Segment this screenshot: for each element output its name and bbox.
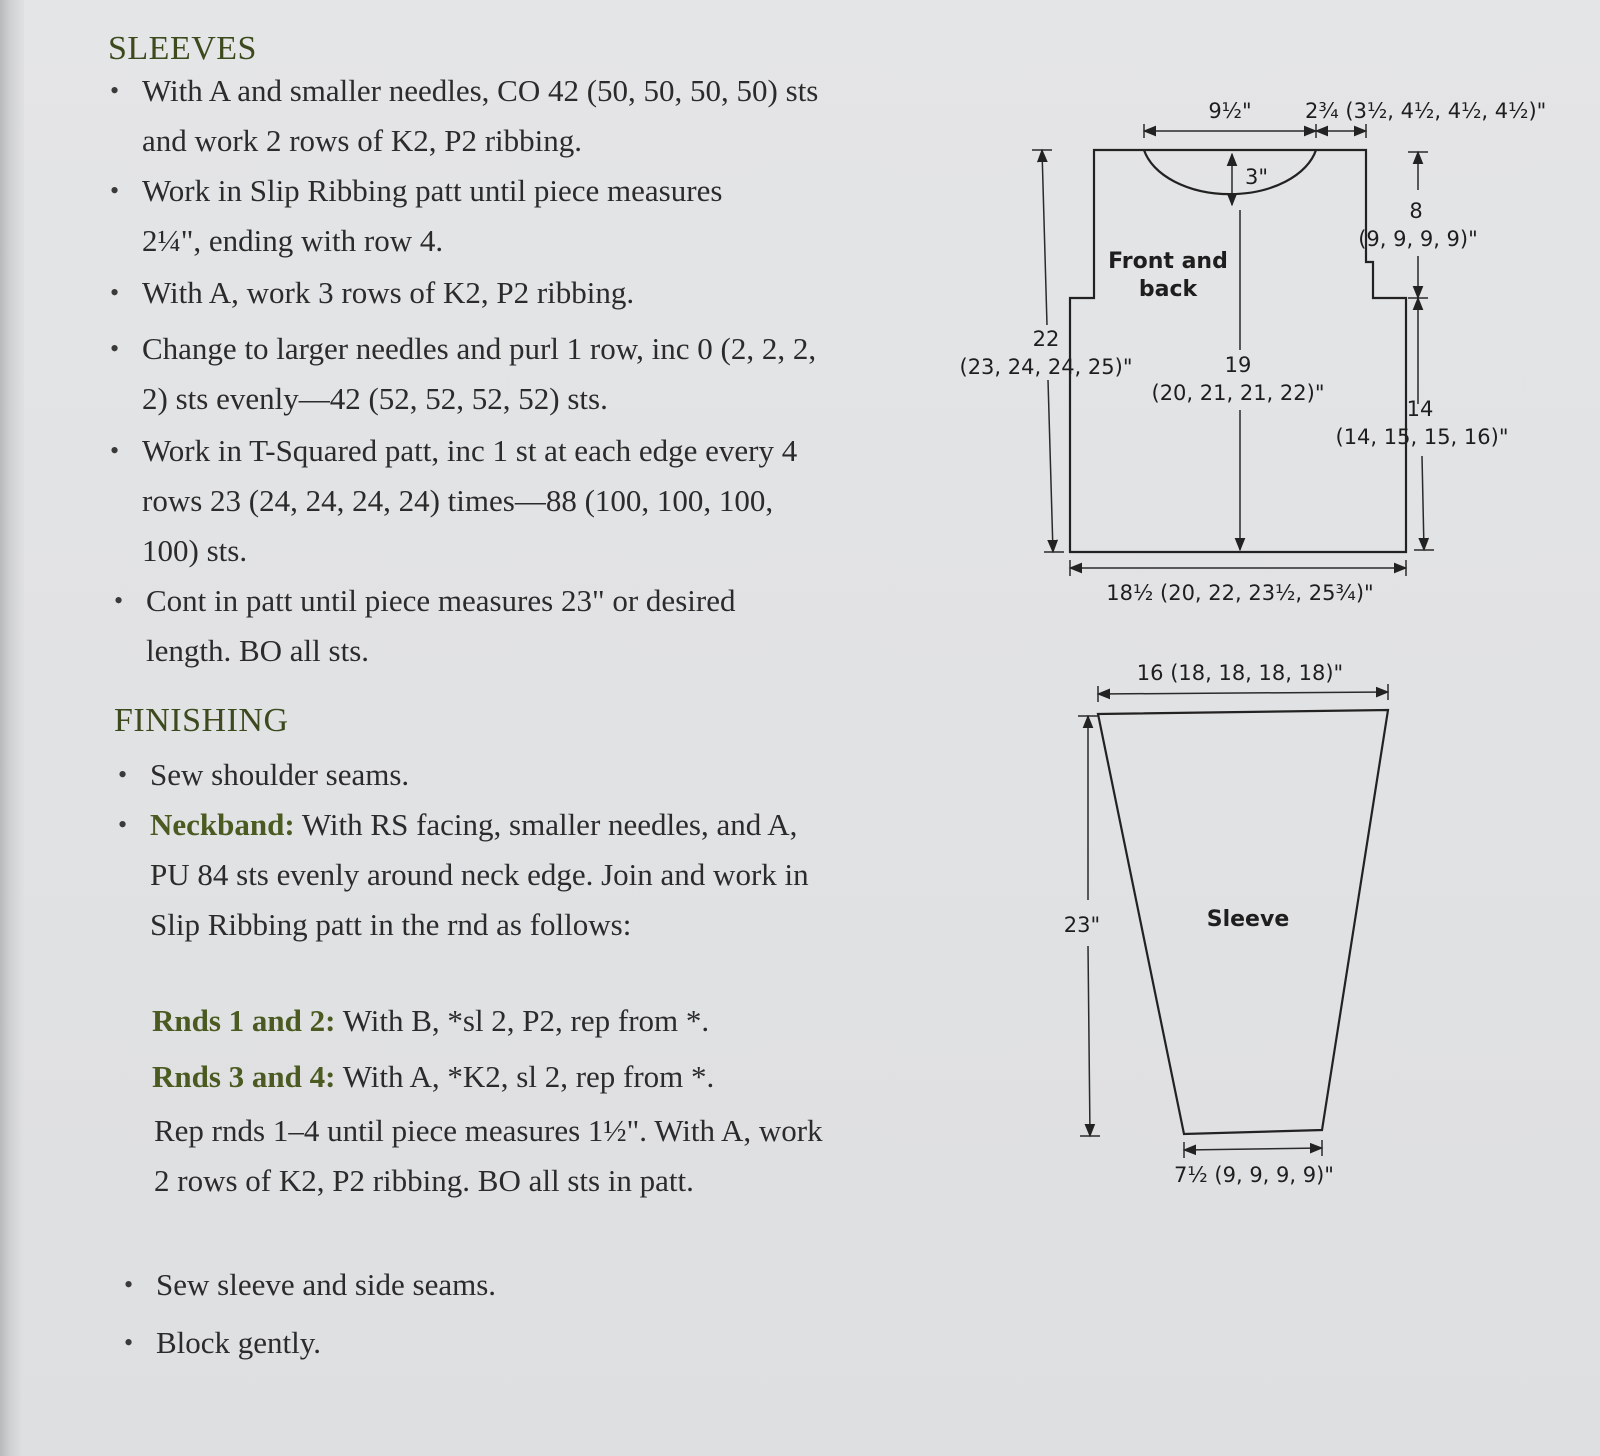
rnds-1-2-label: Rnds 1 and 2:: [152, 1003, 336, 1038]
armhole-depth-label-2: (9, 9, 9, 9)": [1358, 227, 1478, 251]
center-length-label-1: 19: [1224, 353, 1252, 377]
sleeve-bottom-width-label: 7½ (9, 9, 9, 9)": [1174, 1163, 1334, 1187]
sleeve-bottom-width-dim: [1184, 1148, 1322, 1150]
center-length-label-2: (20, 21, 21, 22)": [1151, 381, 1325, 405]
sleeve-schematic: [1064, 661, 1388, 1187]
rnds-3-4-label: Rnds 3 and 4:: [152, 1059, 336, 1094]
rnds-1-2-text: With B, *sl 2, P2, rep from *.: [342, 1003, 710, 1038]
body-outline: [1070, 150, 1406, 552]
body-schematic: [960, 99, 1547, 605]
neckline-curve: [1144, 150, 1316, 194]
sleeves-step-3: • With A, work 3 rows of K2, P2 ribbing.: [142, 268, 822, 318]
neck-width-label: 9½": [1208, 99, 1252, 123]
sleeve-top-width-label: 16 (18, 18, 18, 18)": [1136, 661, 1344, 685]
side-length-label-2: (14, 15, 15, 16)": [1335, 425, 1509, 449]
body-label-line1: Front and: [1108, 249, 1228, 274]
armhole-depth-label-1: 8: [1409, 199, 1423, 223]
sleeve-length-label: 23": [1063, 913, 1101, 937]
neckband-text: With RS facing, smaller needles, and A, PU 84 sts evenly around neck edge. Join and work in Slip Ribbing patt in the rnd as follows:: [150, 807, 809, 942]
neckband-label: Neckband:: [150, 807, 295, 842]
sleeves-step-5: • Work in T-Squared patt, inc 1 st at each edge every 4 rows 23 (24, 24, 24, 24) times—88 (100, 100, 100, 100) sts.: [142, 426, 822, 576]
sleeves-step-6: • Cont in patt until piece measures 23" or desired length. BO all sts.: [146, 576, 786, 676]
sleeve-label: Sleeve: [1206, 907, 1290, 932]
shoulder-width-label: 2¾ (3½, 4½, 4½, 4½)": [1305, 99, 1547, 123]
rnds-3-4-text: With A, *K2, sl 2, rep from *.: [342, 1059, 715, 1094]
sleeves-step-1: • With A and smaller needles, CO 42 (50, 50, 50, 50) sts and work 2 rows of K2, P2 ribbing.: [142, 66, 822, 166]
sleeve-length-dim-bottom: [1088, 946, 1090, 1136]
body-label-line2: back: [1138, 277, 1198, 302]
sleeves-heading: SLEEVES: [108, 30, 257, 67]
finishing-step-block: • Block gently.: [156, 1318, 816, 1368]
total-length-label-2: (23, 24, 24, 25)": [959, 355, 1133, 379]
neck-depth-label: 3": [1245, 165, 1269, 189]
sleeves-step-4: • Change to larger needles and purl 1 row, inc 0 (2, 2, 2, 2) sts evenly—42 (52, 52, 52, 52) sts.: [142, 324, 822, 424]
sleeve-top-width-dim: [1098, 692, 1388, 694]
finishing-step-shoulder: • Sew shoulder seams.: [150, 750, 810, 800]
total-length-label-1: 22: [1032, 327, 1060, 351]
side-length-label-1: 14: [1406, 397, 1434, 421]
repeat-instruction: Rep rnds 1–4 until piece measures 1½". With A, work 2 rows of K2, P2 ribbing. BO all sts in patt.: [154, 1113, 823, 1198]
finishing-step-seams: • Sew sleeve and side seams.: [156, 1260, 816, 1310]
body-width-label: 18½ (20, 22, 23½, 25¾)": [1106, 581, 1374, 605]
finishing-heading: FINISHING: [114, 702, 289, 739]
sleeves-step-2: • Work in Slip Ribbing patt until piece measures 2¼", ending with row 4.: [142, 166, 782, 266]
